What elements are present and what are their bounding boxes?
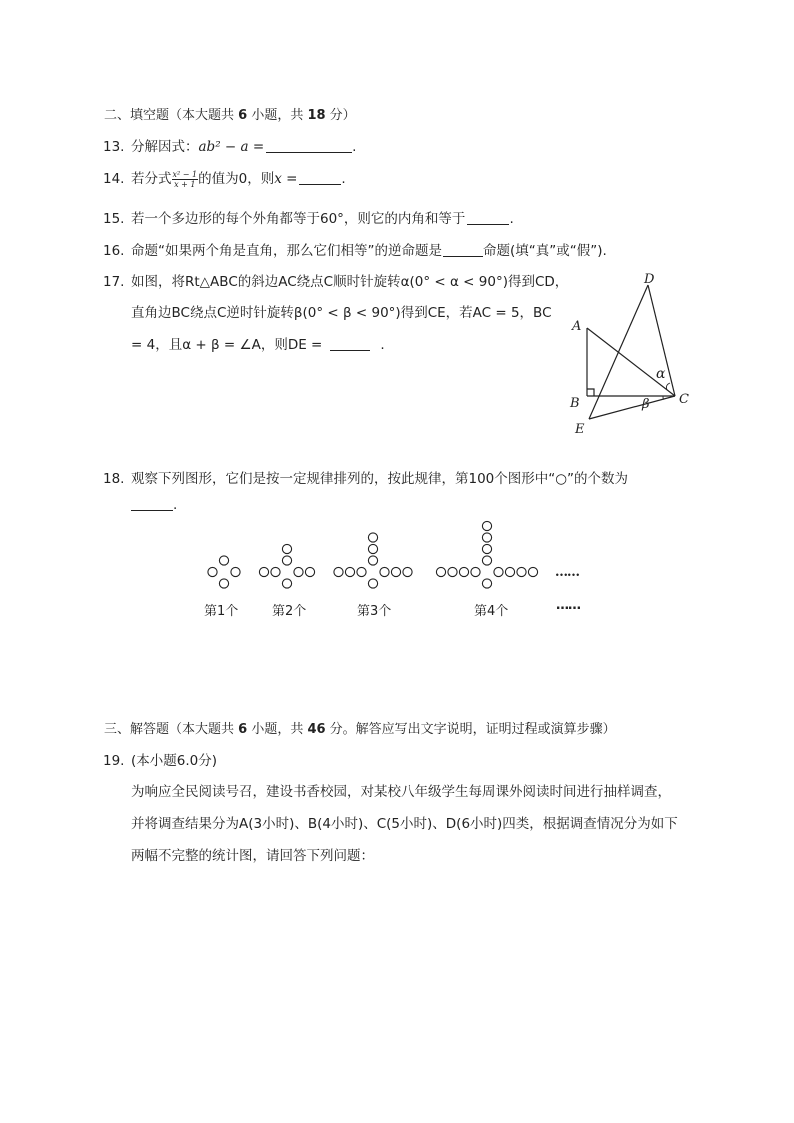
section-title-text: 分） <box>325 108 356 123</box>
pattern-circle <box>482 579 491 588</box>
question-number: 17. <box>103 274 125 290</box>
alpha-arc <box>666 383 670 390</box>
pattern-circle <box>517 567 526 576</box>
right-angle-mark <box>587 389 594 396</box>
pattern-circle <box>334 567 343 576</box>
pattern-circle <box>459 567 468 576</box>
label-beta: β <box>642 397 650 412</box>
pattern-circle <box>219 579 228 588</box>
question-18 <box>103 467 628 487</box>
segment-ce <box>589 396 675 419</box>
label-d: D <box>644 272 655 287</box>
answer-blank[interactable] <box>266 140 352 153</box>
pattern-circle <box>305 567 314 576</box>
section-title-text: 二、填空题（本大题共 <box>104 108 239 123</box>
question-17-line-2 <box>131 301 552 321</box>
question-text: 直角边BC绕点C逆时针旋转β(0° < β < 90°)得到CE，若AC = 5，BC <box>131 305 552 321</box>
question-19-line-3: 两幅不完整的统计图，请回答下列问题： <box>131 848 374 864</box>
period: . <box>173 497 178 513</box>
pattern-circle <box>403 567 412 576</box>
label-a: A <box>572 319 582 334</box>
label-e: E <box>575 422 585 437</box>
pattern-circle <box>482 521 491 530</box>
question-13 <box>103 135 356 155</box>
circle-pattern-figure <box>195 515 595 625</box>
segment-ac <box>587 328 675 396</box>
caption-figure-1: 第1个 <box>204 604 239 619</box>
section-title-text: 三、解答题（本大题共 <box>104 722 239 737</box>
pattern-circle <box>391 567 400 576</box>
question-text: 的值为0，则 <box>198 171 275 187</box>
section-question-count: 6 <box>238 108 248 123</box>
pattern-circle <box>368 544 377 553</box>
pattern-circle <box>482 556 491 565</box>
question-17 <box>103 270 568 290</box>
caption-figure-3: 第3个 <box>357 604 392 619</box>
caption-figure-4: 第4个 <box>474 604 509 619</box>
period: . <box>380 337 385 353</box>
pattern-circle <box>505 567 514 576</box>
pattern-circle <box>482 544 491 553</box>
triangle-rotation-figure <box>560 265 700 440</box>
fraction-numerator: x² − 1 <box>172 169 198 179</box>
pattern-circle <box>208 567 217 576</box>
section-question-count: 6 <box>238 722 248 737</box>
question-15 <box>103 207 514 227</box>
question-19-line-2: 并将调查结果分为A(3小时)、B(4小时)、C(5小时)、D(6小时)四类，根据调查情况分为如下 <box>131 816 678 832</box>
question-text: 若一个多边形的每个外角都等于60°，则它的内角和等于 <box>131 211 466 227</box>
question-19 <box>103 749 217 769</box>
section-title-text: 分。解答应写出文字说明，证明过程或演算步骤） <box>325 722 616 737</box>
question-text: 分解因式： <box>131 139 199 155</box>
question-number: 15. <box>103 211 125 227</box>
question-text: 命题(填“真”或“假”). <box>483 243 607 259</box>
pattern-circle <box>368 533 377 542</box>
question-19-line-1: 为响应全民阅读号召，建设书香校园，对某校八年级学生每周课外阅读时间进行抽样调查， <box>131 784 671 800</box>
pattern-circle <box>231 567 240 576</box>
pattern-circle <box>494 567 503 576</box>
pattern-circle <box>368 556 377 565</box>
question-number: 13. <box>103 139 125 155</box>
answer-blank[interactable] <box>299 172 341 185</box>
question-text: = 4，且α + β = ∠A，则DE = <box>131 337 323 353</box>
pattern-ellipsis: …… <box>555 565 579 580</box>
question-number: 16. <box>103 243 125 259</box>
pattern-circle <box>282 579 291 588</box>
caption-ellipsis: …… <box>556 598 580 613</box>
section-score: 18 <box>307 108 326 123</box>
question-text: 观察下列图形，它们是按一定规律排列的，按此规律，第100个图形中“○”的个数为 <box>131 471 629 487</box>
pattern-circle <box>259 567 268 576</box>
answer-blank[interactable] <box>330 338 370 351</box>
segment-de <box>589 285 648 419</box>
question-score: (本小题6.0分) <box>131 753 218 769</box>
question-17-line-3 <box>131 333 385 353</box>
section-title-text: 小题，共 <box>247 722 308 737</box>
math-expression: x = <box>274 171 298 187</box>
answer-blank[interactable] <box>443 244 483 257</box>
pattern-circle <box>368 579 377 588</box>
caption-figure-2: 第2个 <box>272 604 307 619</box>
fraction-denominator: x + 1 <box>174 179 196 189</box>
pattern-circle <box>345 567 354 576</box>
section-2-title <box>104 104 356 123</box>
pattern-circle <box>380 567 389 576</box>
pattern-circle <box>448 567 457 576</box>
question-number: 14. <box>103 171 125 187</box>
pattern-circle <box>294 567 303 576</box>
question-text: 命题“如果两个角是直角，那么它们相等”的逆命题是 <box>131 243 442 259</box>
pattern-circle <box>528 567 537 576</box>
question-16 <box>103 239 607 259</box>
period: . <box>341 171 346 187</box>
question-number: 19. <box>103 753 125 769</box>
label-c: C <box>679 392 689 407</box>
question-number: 18. <box>103 471 125 487</box>
pattern-circle <box>271 567 280 576</box>
label-b: B <box>570 396 580 411</box>
period: . <box>509 211 514 227</box>
pattern-circle <box>436 567 445 576</box>
pattern-circle <box>471 567 480 576</box>
period: . <box>352 139 357 155</box>
section-score: 46 <box>307 722 326 737</box>
question-18-line-2 <box>131 497 177 513</box>
pattern-circle <box>282 556 291 565</box>
question-14 <box>103 167 346 189</box>
section-title-text: 小题，共 <box>247 108 308 123</box>
pattern-circle <box>282 544 291 553</box>
section-3-title <box>104 718 616 737</box>
pattern-circle <box>482 533 491 542</box>
answer-blank[interactable] <box>131 498 173 511</box>
pattern-circle <box>219 556 228 565</box>
math-expression: ab² − a = <box>198 139 265 155</box>
answer-blank[interactable] <box>467 212 509 225</box>
label-alpha: α <box>656 366 666 382</box>
question-text: 如图，将Rt△ABC的斜边AC绕点C顺时针旋转α(0° < α < 90°)得到CD， <box>131 274 569 290</box>
fraction <box>172 170 199 189</box>
question-text: 若分式 <box>131 171 172 187</box>
pattern-circle <box>357 567 366 576</box>
